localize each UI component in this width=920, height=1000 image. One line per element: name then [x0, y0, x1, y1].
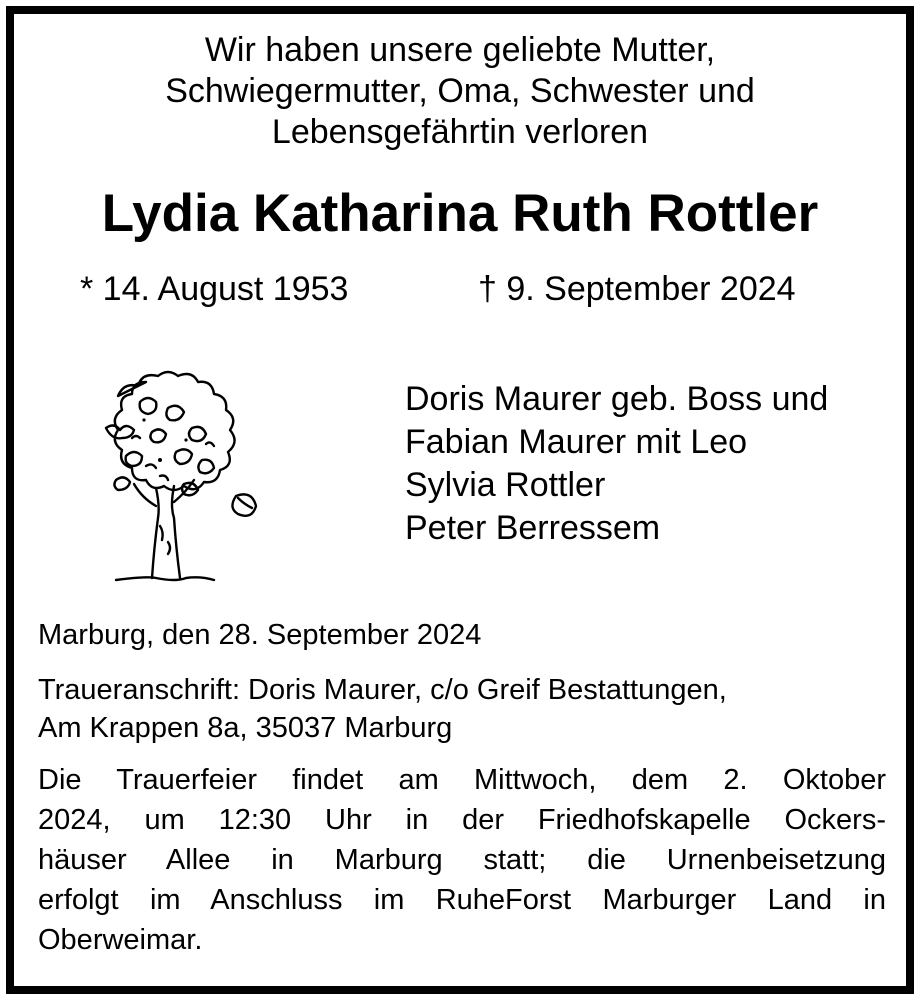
place-and-date: Marburg, den 28. September 2024 [38, 619, 482, 651]
intro-text [0, 30, 920, 153]
ceremony-line: erfolgt im Anschluss im RuheForst Marburger Land in [38, 884, 886, 916]
ceremony-line: häuser Allee in Marburg statt; die Urnenbeisetzung [38, 844, 886, 876]
death-date: † 9. September 2024 [478, 270, 796, 308]
intro-line: Lebensgefährtin verloren [271, 113, 649, 151]
tree-with-falling-leaf-icon [56, 356, 286, 592]
mourner-line: Peter Berressem [405, 509, 661, 547]
birth-date: * 14. August 1953 [80, 270, 349, 308]
mourner-line: Sylvia Rottler [405, 466, 606, 504]
intro-line: Schwiegermutter, Oma, Schwester und [165, 72, 755, 110]
ceremony-line: Oberweimar. [38, 924, 203, 956]
mourners-list [405, 378, 828, 550]
address-line: Am Krappen 8a, 35037 Marburg [38, 712, 453, 744]
ceremony-line: 2024, um 12:30 Uhr in der Friedhofskapelle Ockers- [38, 804, 886, 836]
deceased-name: Lydia Katharina Ruth Rottler [101, 184, 819, 243]
mourner-line: Fabian Maurer mit Leo [405, 423, 748, 461]
address-line: Traueranschrift: Doris Maurer, c/o Greif Bestattungen, [38, 674, 727, 706]
intro-line: Wir haben unsere geliebte Mutter, [204, 31, 716, 69]
mourning-address [38, 671, 727, 747]
mourner-line: Doris Maurer geb. Boss und [405, 380, 829, 418]
ceremony-details [38, 760, 886, 960]
ceremony-line: Die Trauerfeier findet am Mittwoch, dem 2. Oktober [38, 764, 886, 796]
